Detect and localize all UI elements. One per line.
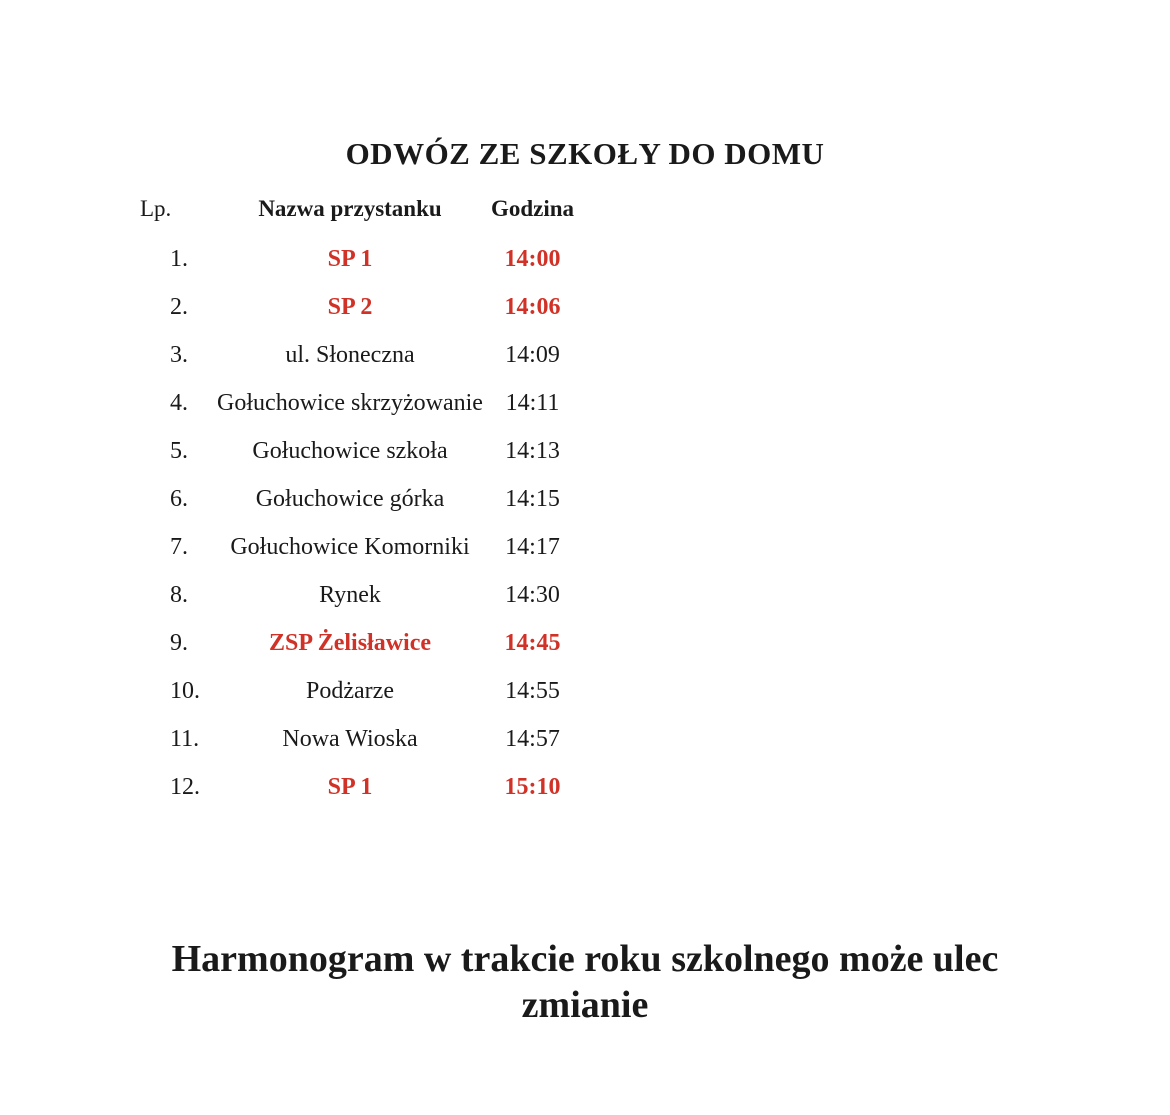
stop-time: 14:13	[505, 437, 560, 464]
stop-time: 14:11	[505, 389, 560, 416]
stop-time: 14:06	[504, 293, 561, 320]
row-number: 2.	[170, 293, 188, 320]
table-row	[140, 235, 600, 283]
table-row	[140, 715, 600, 763]
schedule-table	[140, 196, 600, 811]
stop-time: 14:30	[505, 581, 560, 608]
page-title: ODWÓZ ZE SZKOŁY DO DOMU	[345, 136, 825, 171]
row-number: 10.	[170, 677, 200, 704]
stop-time: 14:09	[505, 341, 560, 368]
table-row	[140, 427, 600, 475]
table-body	[140, 235, 600, 811]
stop-time: 14:15	[505, 485, 560, 512]
stop-name: Gołuchowice Komorniki	[230, 533, 470, 560]
stop-name: Gołuchowice szkoła	[252, 437, 448, 464]
stop-time: 14:00	[504, 245, 561, 272]
row-number: 11.	[170, 725, 200, 752]
stop-time: 14:55	[505, 677, 560, 704]
table-row	[140, 667, 600, 715]
row-number: 12.	[170, 773, 200, 800]
table-row	[140, 523, 600, 571]
row-number: 4.	[170, 389, 188, 416]
row-number: 1.	[170, 245, 188, 272]
stop-name: ZSP Żelisławice	[269, 629, 431, 656]
header-time: Godzina	[490, 196, 575, 221]
table-row	[140, 571, 600, 619]
stop-time: 14:17	[505, 533, 560, 560]
stop-time: 14:45	[504, 629, 561, 656]
footer-note: Harmonogram w trakcie roku szkolnego może ulec zmianie	[171, 938, 999, 1027]
stop-time: 15:10	[504, 773, 561, 800]
row-number: 8.	[170, 581, 188, 608]
table-row	[140, 763, 600, 811]
stop-time: 14:57	[505, 725, 560, 752]
stop-name: Nowa Wioska	[282, 725, 418, 752]
row-number: 6.	[170, 485, 188, 512]
row-number: 5.	[170, 437, 188, 464]
stop-name: ul. Słoneczna	[285, 341, 415, 368]
table-row	[140, 619, 600, 667]
stop-name: SP 2	[327, 293, 373, 320]
table-row	[140, 475, 600, 523]
table-header-row	[140, 196, 600, 226]
stop-name: Gołuchowice skrzyżowanie	[217, 389, 483, 416]
table-row	[140, 379, 600, 427]
row-number: 3.	[170, 341, 188, 368]
header-lp: Lp.	[140, 196, 172, 221]
stop-name: Gołuchowice górka	[255, 485, 445, 512]
stop-name: SP 1	[327, 773, 373, 800]
table-row	[140, 331, 600, 379]
stop-name: Rynek	[319, 581, 381, 608]
header-stop-name: Nazwa przystanku	[258, 196, 442, 221]
stop-name: Podżarze	[306, 677, 394, 704]
row-number: 9.	[170, 629, 188, 656]
table-row	[140, 283, 600, 331]
row-number: 7.	[170, 533, 188, 560]
stop-name: SP 1	[327, 245, 373, 272]
